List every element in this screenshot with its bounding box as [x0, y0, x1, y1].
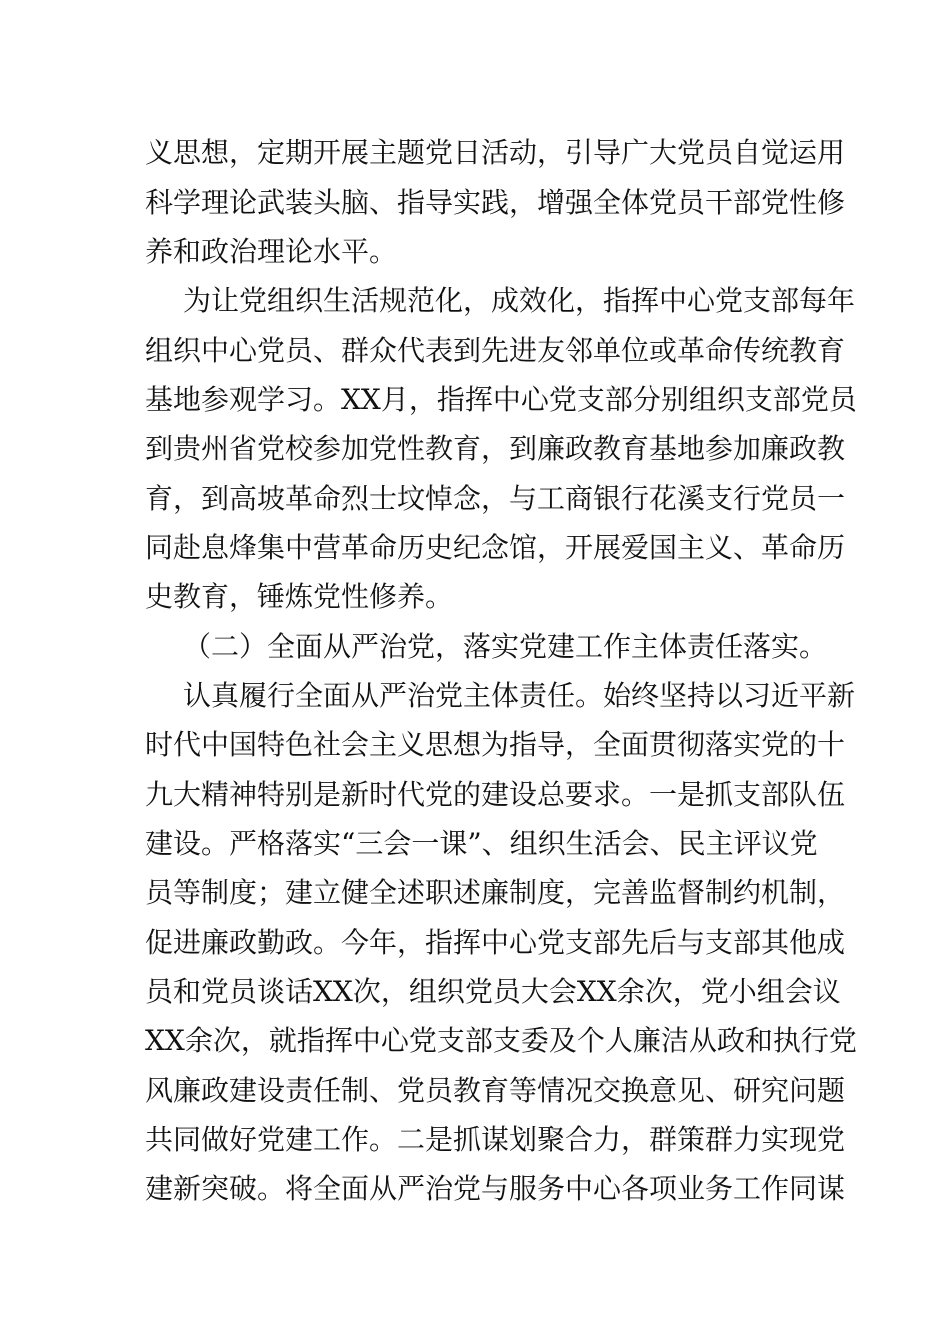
text-line: XX余次，就指挥中心党支部支委及个人廉洁从政和执行党	[145, 1024, 857, 1057]
text-line: 共同做好党建工作。二是抓谋划聚合力，群策群力实现党	[145, 1123, 846, 1156]
paragraph-first-line: 为让党组织生活规范化，成效化，指挥中心党支部每年	[183, 284, 856, 317]
text-line: 建设。严格落实“三会一课”、组织生活会、民主评议党	[145, 827, 818, 860]
text-line: 科学理论武装头脑、指导实践，增强全体党员干部党性修	[145, 186, 846, 219]
text-line: 到贵州省党校参加党性教育，到廉政教育基地参加廉政教	[145, 432, 846, 465]
text-line: 促进廉政勤政。今年，指挥中心党支部先后与支部其他成	[145, 926, 846, 959]
text-line: 养和政治理论水平。	[145, 235, 398, 268]
text-line: 员等制度；建立健全述职述廉制度，完善监督制约机制，	[145, 876, 846, 909]
text-line: 义思想，定期开展主题党日活动，引导广大党员自觉运用	[145, 136, 846, 169]
text-line: 时代中国特色社会主义思想为指导，全面贯彻落实党的十	[145, 728, 846, 761]
text-line: 基地参观学习。XX月，指挥中心党支部分别组织支部党员	[145, 383, 857, 416]
paragraph-first-line: 认真履行全面从严治党主体责任。始终坚持以习近平新	[183, 679, 856, 712]
text-line: 组织中心党员、群众代表到先进友邻单位或革命传统教育	[145, 334, 846, 367]
text-line: 育，到高坡革命烈士坟悼念，与工商银行花溪支行党员一	[145, 482, 846, 515]
text-line: 九大精神特别是新时代党的建设总要求。一是抓支部队伍	[145, 778, 846, 811]
text-line: 建新突破。将全面从严治党与服务中心各项业务工作同谋	[145, 1172, 846, 1205]
text-line: 同赴息烽集中营革命历史纪念馆，开展爱国主义、革命历	[145, 531, 846, 564]
section-heading: （二）全面从严治党，落实党建工作主体责任落实。	[183, 630, 828, 663]
text-line: 史教育，锤炼党性修养。	[145, 580, 454, 613]
text-line: 风廉政建设责任制、党员教育等情况交换意见、研究问题	[145, 1074, 846, 1107]
text-line: 员和党员谈话XX次，组织党员大会XX余次，党小组会议	[145, 975, 841, 1008]
